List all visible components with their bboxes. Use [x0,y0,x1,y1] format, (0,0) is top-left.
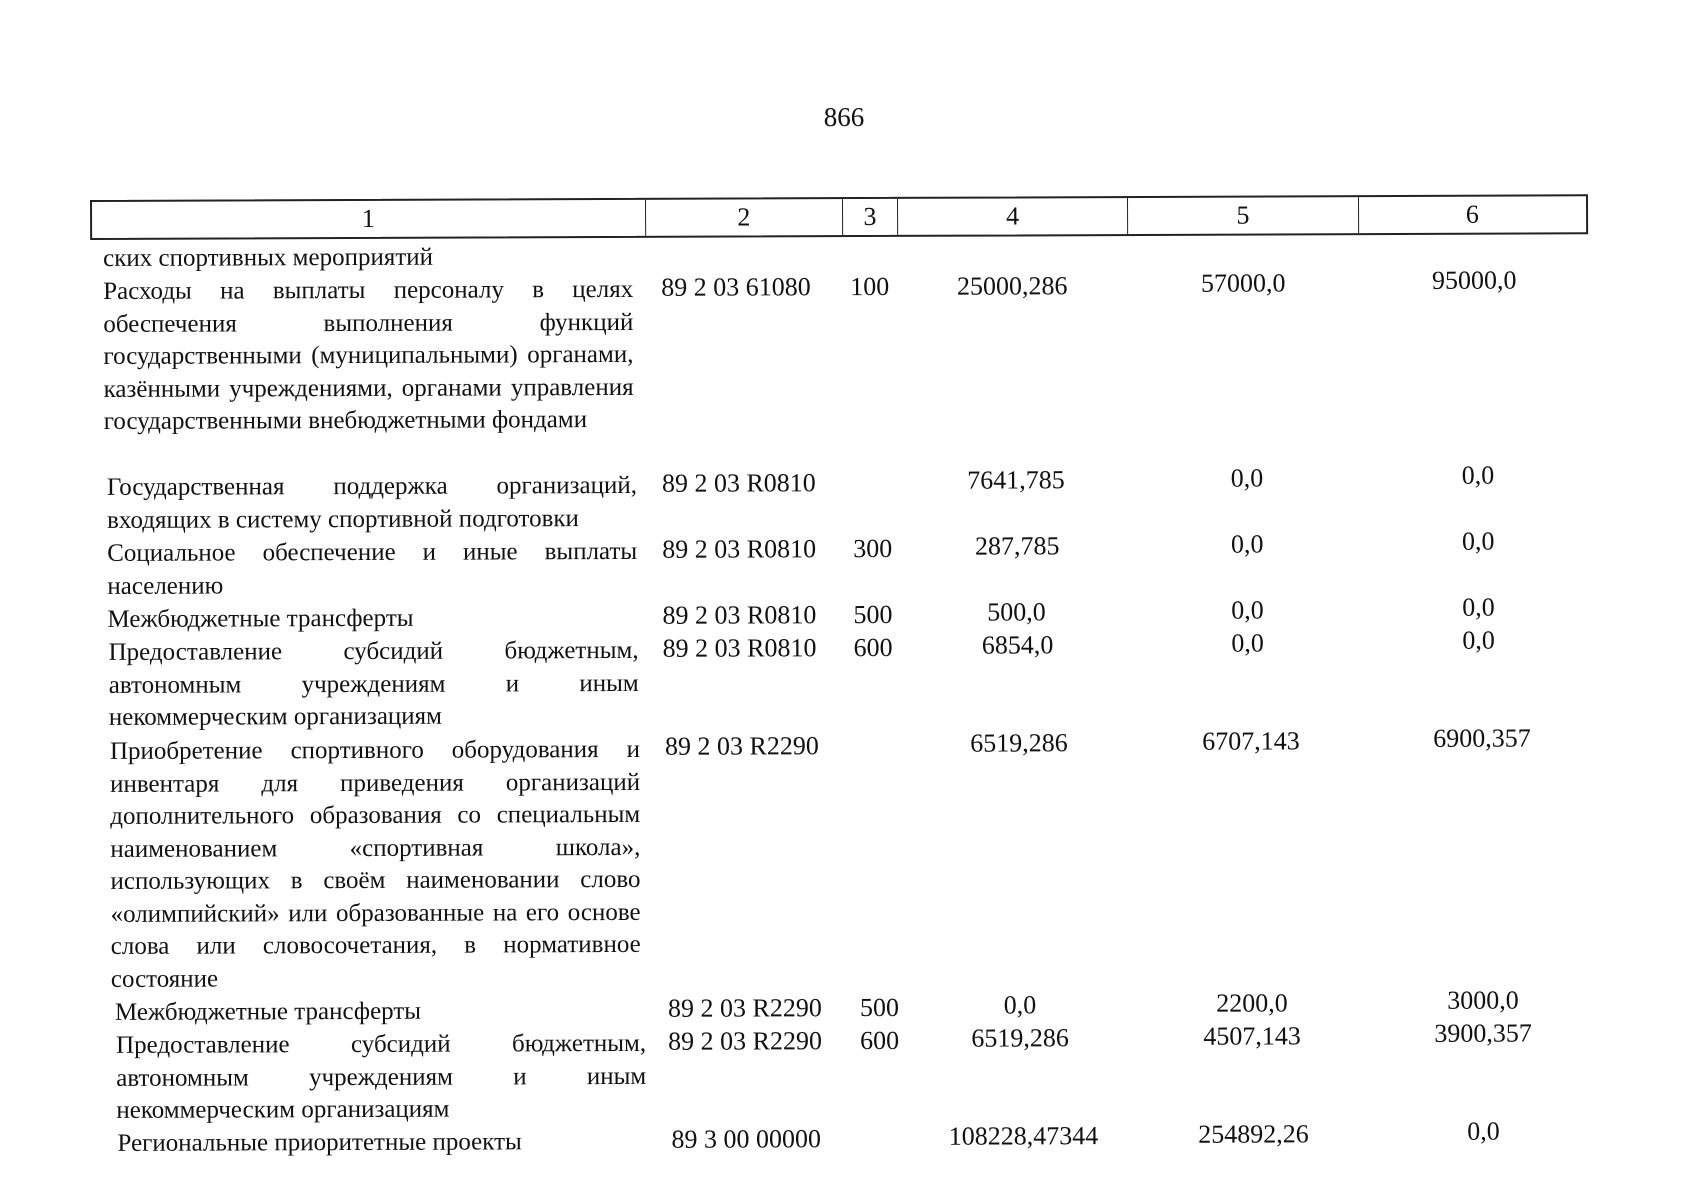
header-col-3: 3 [843,199,898,235]
row-name: Межбюджетные трансферты [114,997,422,1026]
row-value-col4: 7641,785 [967,465,1065,495]
row-value-col4: 500,0 [987,597,1046,627]
row-code: 89 2 03 R0810 [662,633,817,663]
header-col-2: 2 [646,199,844,236]
row-value-col5: 2200,0 [1216,988,1288,1018]
row-expense-type: 300 [853,533,893,564]
header-col-5: 5 [1128,197,1359,234]
row-value-col4: 25000,286 [956,271,1068,301]
row-code: 89 2 03 R0810 [662,534,817,564]
row-value-col6: 95000,0 [1431,265,1517,295]
row-code: 89 2 03 R2290 [668,1026,822,1056]
row-value-col5: 4507,143 [1203,1021,1301,1051]
row-value-col4: 6519,286 [971,1023,1069,1053]
row-expense-type: 600 [853,632,893,663]
row-code: 89 2 03 R2290 [667,993,822,1023]
row-code: 89 2 03 61080 [661,272,811,302]
row-value-col4: 287,785 [974,531,1060,561]
row-expense-type: 500 [853,599,893,630]
row-value-col5: 57000,0 [1200,268,1286,298]
row-value-col4: 0,0 [1003,990,1037,1020]
page-number: 866 [823,102,865,132]
header-col-4: 4 [898,198,1129,235]
row-value-col4: 6519,286 [970,728,1068,758]
row-name: Региональные приоритетные проекты [117,1128,522,1157]
row-value-col4: 6854,0 [981,630,1054,660]
row-name: Предоставление субсидий бюджетным, автономным учреждениям и иным некоммерческим организациям [116,1029,647,1124]
row-name: Государственная поддержка организаций, входящих в систему спортивной подготовки [106,471,637,534]
row-value-col6: 0,0 [1462,625,1495,655]
row-name: Расходы на выплаты персоналу в целях обеспечения выполнения функций государственными (муниципальными) органами, казёнными учреждениями, органами управления государственными внебюджетными фондами [103,275,634,435]
row-name: Приобретение спортивного оборудования и инвентаря для приведения организаций дополнительного образования со специальным наименованием «спортивная школа», использующих в своём наименовании слово «олимпийский» или образованные на его основе слова или словосочетания, в нормативное состояние [109,735,641,993]
row-value-col4: 108228,47344 [948,1121,1099,1151]
row-value-col6: 3900,357 [1434,1018,1532,1048]
row-value-col5: 0,0 [1231,595,1264,625]
row-value-col6: 3000,0 [1447,985,1519,1015]
row-value-col5: 6707,143 [1202,726,1300,756]
row-name: Социальное обеспечение и иные выплаты населению [107,537,638,600]
row-expense-type: 100 [850,271,890,302]
row-name: Межбюджетные трансферты [107,604,414,633]
row-expense-type: 500 [859,992,900,1023]
row-value-col6: 6900,357 [1433,723,1531,753]
row-value-col5: 0,0 [1230,529,1264,559]
row-code: 89 2 03 R0810 [662,600,817,630]
row-name: Предоставление субсидий бюджетным, автономным учреждениям и иным некоммерческим организациям [108,636,639,731]
header-col-1: 1 [92,200,646,238]
row-value-col5: 0,0 [1231,628,1264,658]
row-value-col6: 0,0 [1461,460,1495,490]
row-code: 89 2 03 R2290 [664,731,819,761]
row-code: 89 2 03 R0810 [661,468,816,498]
row-value-col5: 254892,26 [1198,1119,1309,1149]
row-value-col6: 0,0 [1467,1116,1500,1146]
row-value-col6: 0,0 [1462,592,1495,622]
row-expense-type: 600 [860,1025,900,1056]
row-value-col5: 0,0 [1230,463,1264,493]
row-name: ских спортивных мероприятий [103,243,434,272]
row-value-col6: 0,0 [1461,526,1495,556]
header-col-6: 6 [1465,199,1479,229]
row-code: 89 3 00 00000 [671,1124,822,1154]
